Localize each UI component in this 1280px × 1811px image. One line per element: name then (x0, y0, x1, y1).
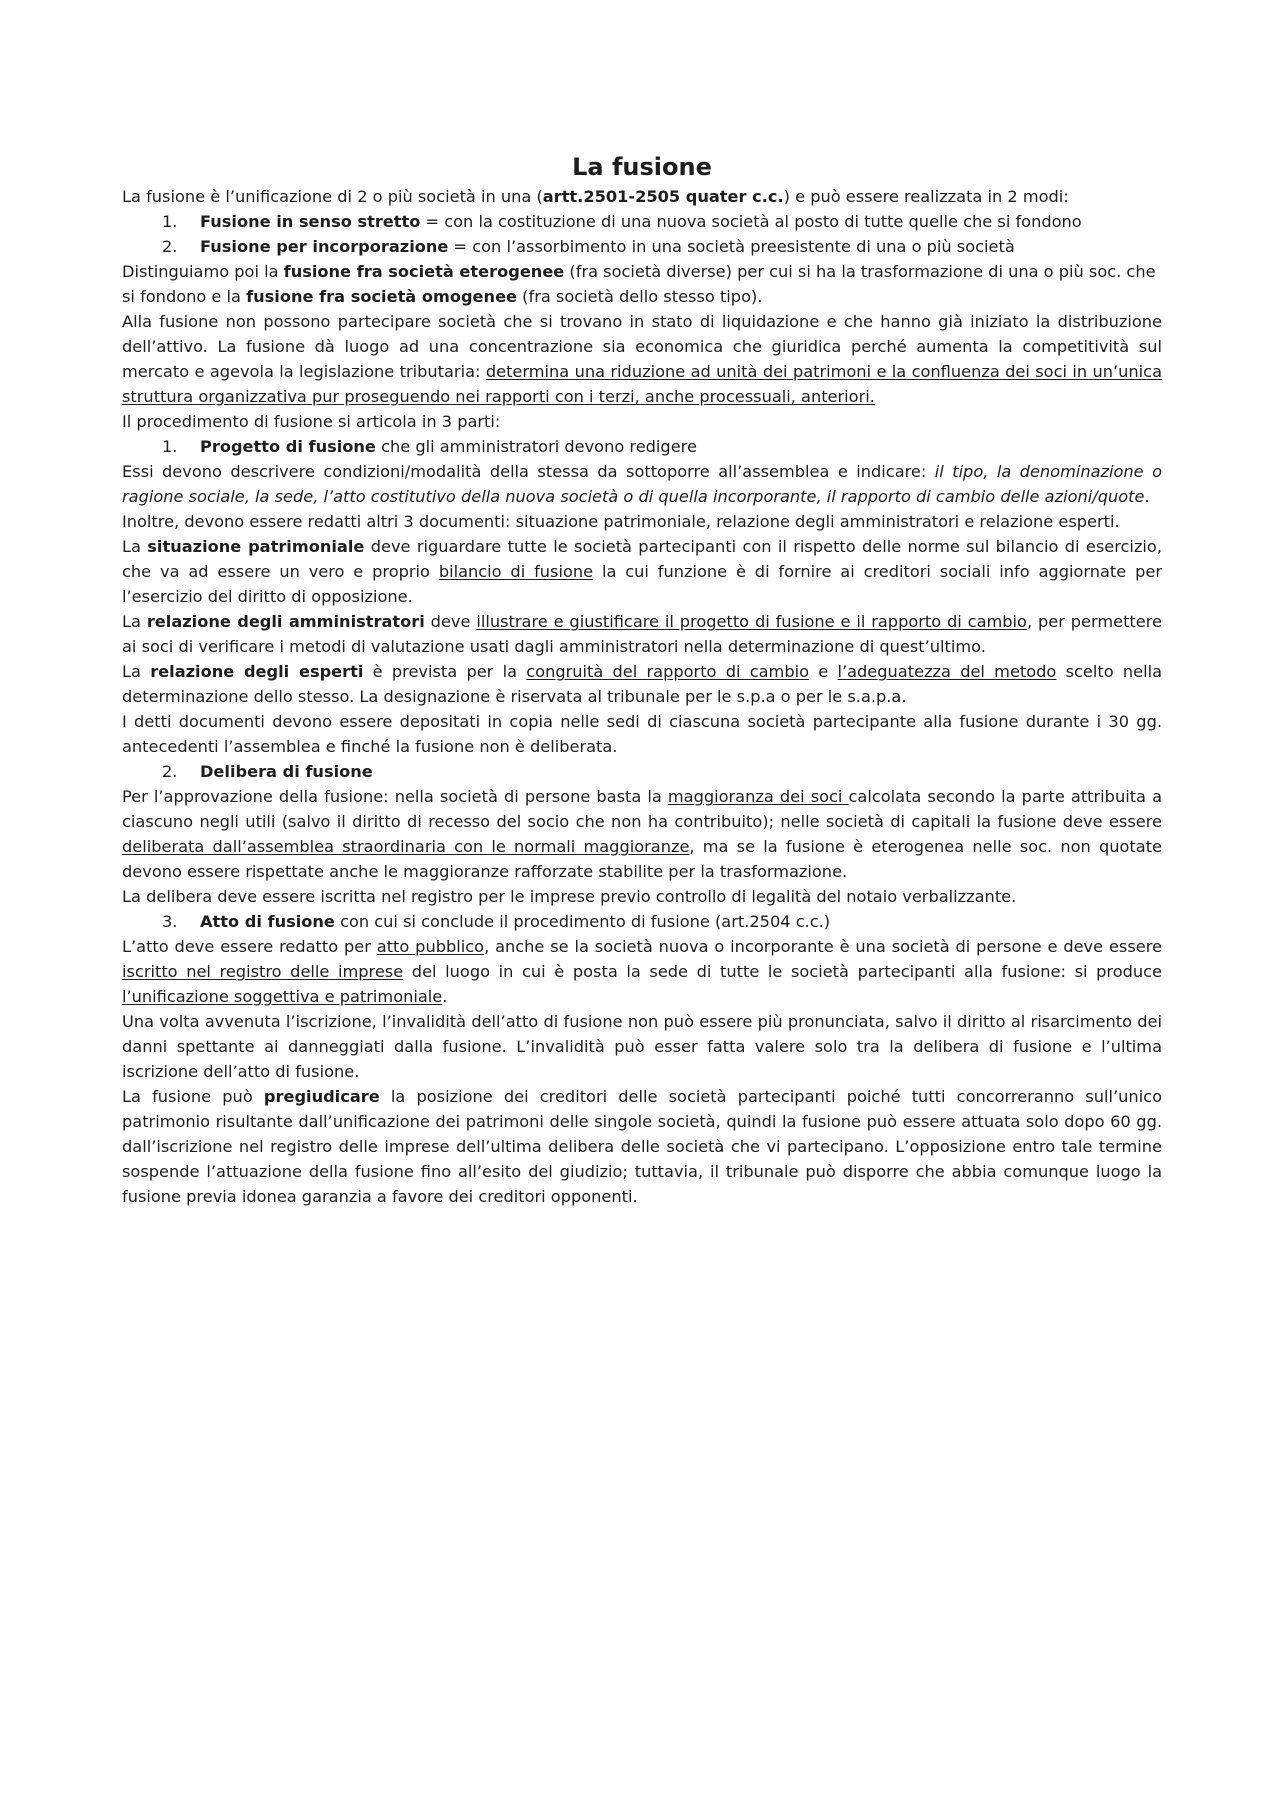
paragraph-iscrizione-delibera: La delibera deve essere iscritta nel registro per le imprese previo controllo di legalità del notaio verbalizzante. (122, 887, 1017, 906)
underlined-text: determina una riduzione ad unità dei patrimoni e la confluenza dei soci in un’unica struttura organizzativa pur proseguendo nei rapporti con i terzi, anche processuali, anteriori. (122, 362, 1162, 406)
text: = con l’assorbimento in una società preesistente di una o più società (448, 237, 1015, 256)
text: deve riguardare tutte le società partecipanti con il rispetto delle norme sul bilancio di esercizio, che va ad essere un vero e proprio (122, 537, 1162, 581)
text: che gli amministratori devono redigere (375, 437, 697, 456)
text: . (442, 987, 448, 1006)
text: (fra società diverse) per cui si ha la trasformazione di una o più soc. che si fondono e la (122, 262, 1156, 306)
paragraph-eterogenee-omogenee (122, 259, 1162, 309)
bold-text: Progetto di fusione (200, 437, 376, 456)
paragraph-situazione-patrimoniale (122, 534, 1162, 609)
list-item-fusione-incorporazione (122, 234, 1162, 259)
paragraph-documenti: Inoltre, devono essere redatti altri 3 documenti: situazione patrimoniale, relazione degli amministratori e relazione esperti. (122, 512, 1120, 531)
paragraph-relazione-esperti (122, 659, 1162, 709)
list-number: 1. (162, 212, 178, 231)
italic-text: il tipo, la denominazione o ragione sociale, la sede, l’atto costitutivo della nuova società o di quella incorporante, il rapporto di cambio delle azioni/quote (122, 462, 1162, 506)
bold-text: fusione fra società omogenee (246, 287, 518, 306)
bold-text: Fusione per incorporazione (200, 237, 449, 256)
underlined-text: l’unificazione soggettiva e patrimoniale (122, 987, 443, 1006)
text: L’atto deve essere redatto per (122, 937, 377, 956)
paragraph-atto-pubblico (122, 934, 1162, 1009)
text: , ma se la fusione è eterogenea nelle soc. non quotate devono essere rispettate anche le maggioranze rafforzate stabilite per la trasformazione. (122, 837, 1163, 881)
text: = con la costituzione di una nuova società al posto di tutte quelle che si fondono (420, 212, 1082, 231)
bold-text: Fusione in senso stretto (200, 212, 421, 231)
bold-text: pregiudicare (263, 1087, 380, 1106)
underlined-text: l’adeguatezza del metodo (837, 662, 1057, 681)
underlined-text: maggioranza dei soci (667, 787, 849, 806)
paragraph-creditori (122, 1084, 1162, 1209)
text: , per permettere ai soci di verificare i metodi di valutazione usati dagli amministratori nella determinazione di quest’ultimo. (122, 612, 1162, 656)
bold-text: situazione patrimoniale (147, 537, 365, 556)
text: La (122, 662, 151, 681)
text: scelto nella determinazione dello stesso. La designazione è riservata al tribunale per le s.p.a o per le s.a.p.a. (122, 662, 1163, 706)
bold-text: relazione degli esperti (150, 662, 364, 681)
paragraph-approvazione (122, 784, 1162, 884)
document-page (122, 150, 1162, 1209)
list-number: 2. (162, 237, 178, 256)
text: Alla fusione non possono partecipare società che si trovano in stato di liquidazione e che hanno già iniziato la distribuzione dell’attivo. La fusione dà luogo ad una concentrazione sia economica che giuridica perché aumenta la competitività sul mercato e agevola la legislazione tributaria: (122, 312, 1162, 381)
list-number: 2. (162, 762, 178, 781)
step-progetto-di-fusione (122, 434, 1162, 459)
step-delibera-di-fusione (122, 759, 1162, 784)
list-number: 3. (162, 912, 178, 931)
text: la posizione dei creditori delle società partecipanti poiché tutti concorreranno sull’unico patrimonio risultante dall’unificazione dei patrimoni delle singole società, quindi la fusione può essere attuata solo dopo 60 gg. dall’iscrizione nel registro delle imprese dell’ultima delibera delle società che vi partecipano. L’opposizione entro tale termine sospende l’attuazione della fusione fino all’esito del giudizio; tuttavia, il tribunale può disporre che abbia comunque luogo la fusione previa idonea garanzia a favore dei creditori opponenti. (122, 1087, 1162, 1206)
underlined-text: congruità del rapporto di cambio (526, 662, 809, 681)
underlined-text: illustrare e giustificare il progetto di fusione e il rapporto di cambio (476, 612, 1027, 631)
bold-text: Atto di fusione (200, 912, 335, 931)
text: la cui funzione è di fornire ai creditori sociali info aggiornate per l’esercizio del diritto di opposizione. (122, 562, 1162, 606)
text: . (1144, 487, 1150, 506)
intro-paragraph (122, 184, 1162, 209)
bold-text: relazione degli amministratori (146, 612, 425, 631)
underlined-text: iscritto nel registro delle imprese (122, 962, 404, 981)
paragraph-partecipazione (122, 309, 1162, 409)
text: deve (424, 612, 477, 631)
list-item-fusione-senso-stretto (122, 209, 1162, 234)
bold-text: Delibera di fusione (200, 762, 373, 781)
bold-text: fusione fra società eterogenee (283, 262, 565, 281)
page-title: La fusione (572, 153, 712, 181)
text: è prevista per la (363, 662, 527, 681)
underlined-text: deliberata dall’assemblea straordinaria con le normali maggioranze (122, 837, 690, 856)
text: (fra società dello stesso tipo). (517, 287, 763, 306)
list-number: 1. (162, 437, 178, 456)
paragraph-procedimento: Il procedimento di fusione si articola in 3 parti: (122, 412, 501, 431)
bold-text: artt.2501-2505 quater c.c. (542, 187, 784, 206)
text: con cui si conclude il procedimento di fusione (art.2504 c.c.) (334, 912, 831, 931)
text: Essi devono descrivere condizioni/modalità della stessa da sottoporre all’assemblea e indicare: (122, 462, 935, 481)
text: La fusione è l’unificazione di 2 o più società in una ( (122, 187, 543, 206)
step-atto-di-fusione (122, 909, 1162, 934)
text: La (122, 612, 147, 631)
paragraph-relazione-amministratori (122, 609, 1162, 659)
text: Per l’approvazione della fusione: nella società di persone basta la (122, 787, 668, 806)
underlined-text: atto pubblico (376, 937, 485, 956)
paragraph-invalidita: Una volta avvenuta l’iscrizione, l’invalidità dell’atto di fusione non può essere più pronunciata, salvo il diritto al risarcimento dei danni spettante ai danneggiati dalla fusione. L’invalidità può esser fatta valere solo tra la delibera di fusione e l’ultima iscrizione dell’atto di fusione. (122, 1012, 1162, 1081)
paragraph-deposito-documenti: I detti documenti devono essere depositati in copia nelle sedi di ciascuna società partecipante alla fusione durante i 30 gg. antecedenti l’assemblea e finché la fusione non è deliberata. (122, 712, 1162, 756)
text: La fusione può (122, 1087, 264, 1106)
text: , anche se la società nuova o incorporante è una società di persone e deve essere (484, 937, 1162, 956)
underlined-text: bilancio di fusione (438, 562, 594, 581)
text: del luogo in cui è posta la sede di tutte le società partecipanti alla fusione: si produce (403, 962, 1163, 981)
text: ) e può essere realizzata in 2 modi: (783, 187, 1069, 206)
text: La (122, 537, 148, 556)
text: e (809, 662, 838, 681)
text: Distinguiamo poi la (122, 262, 284, 281)
paragraph-progetto-contenuto (122, 459, 1162, 509)
text: calcolata secondo la parte attribuita a ciascuno negli utili (salvo il diritto di recesso del socio che non ha contribuito); nelle società di capitali la fusione deve essere (122, 787, 1162, 831)
